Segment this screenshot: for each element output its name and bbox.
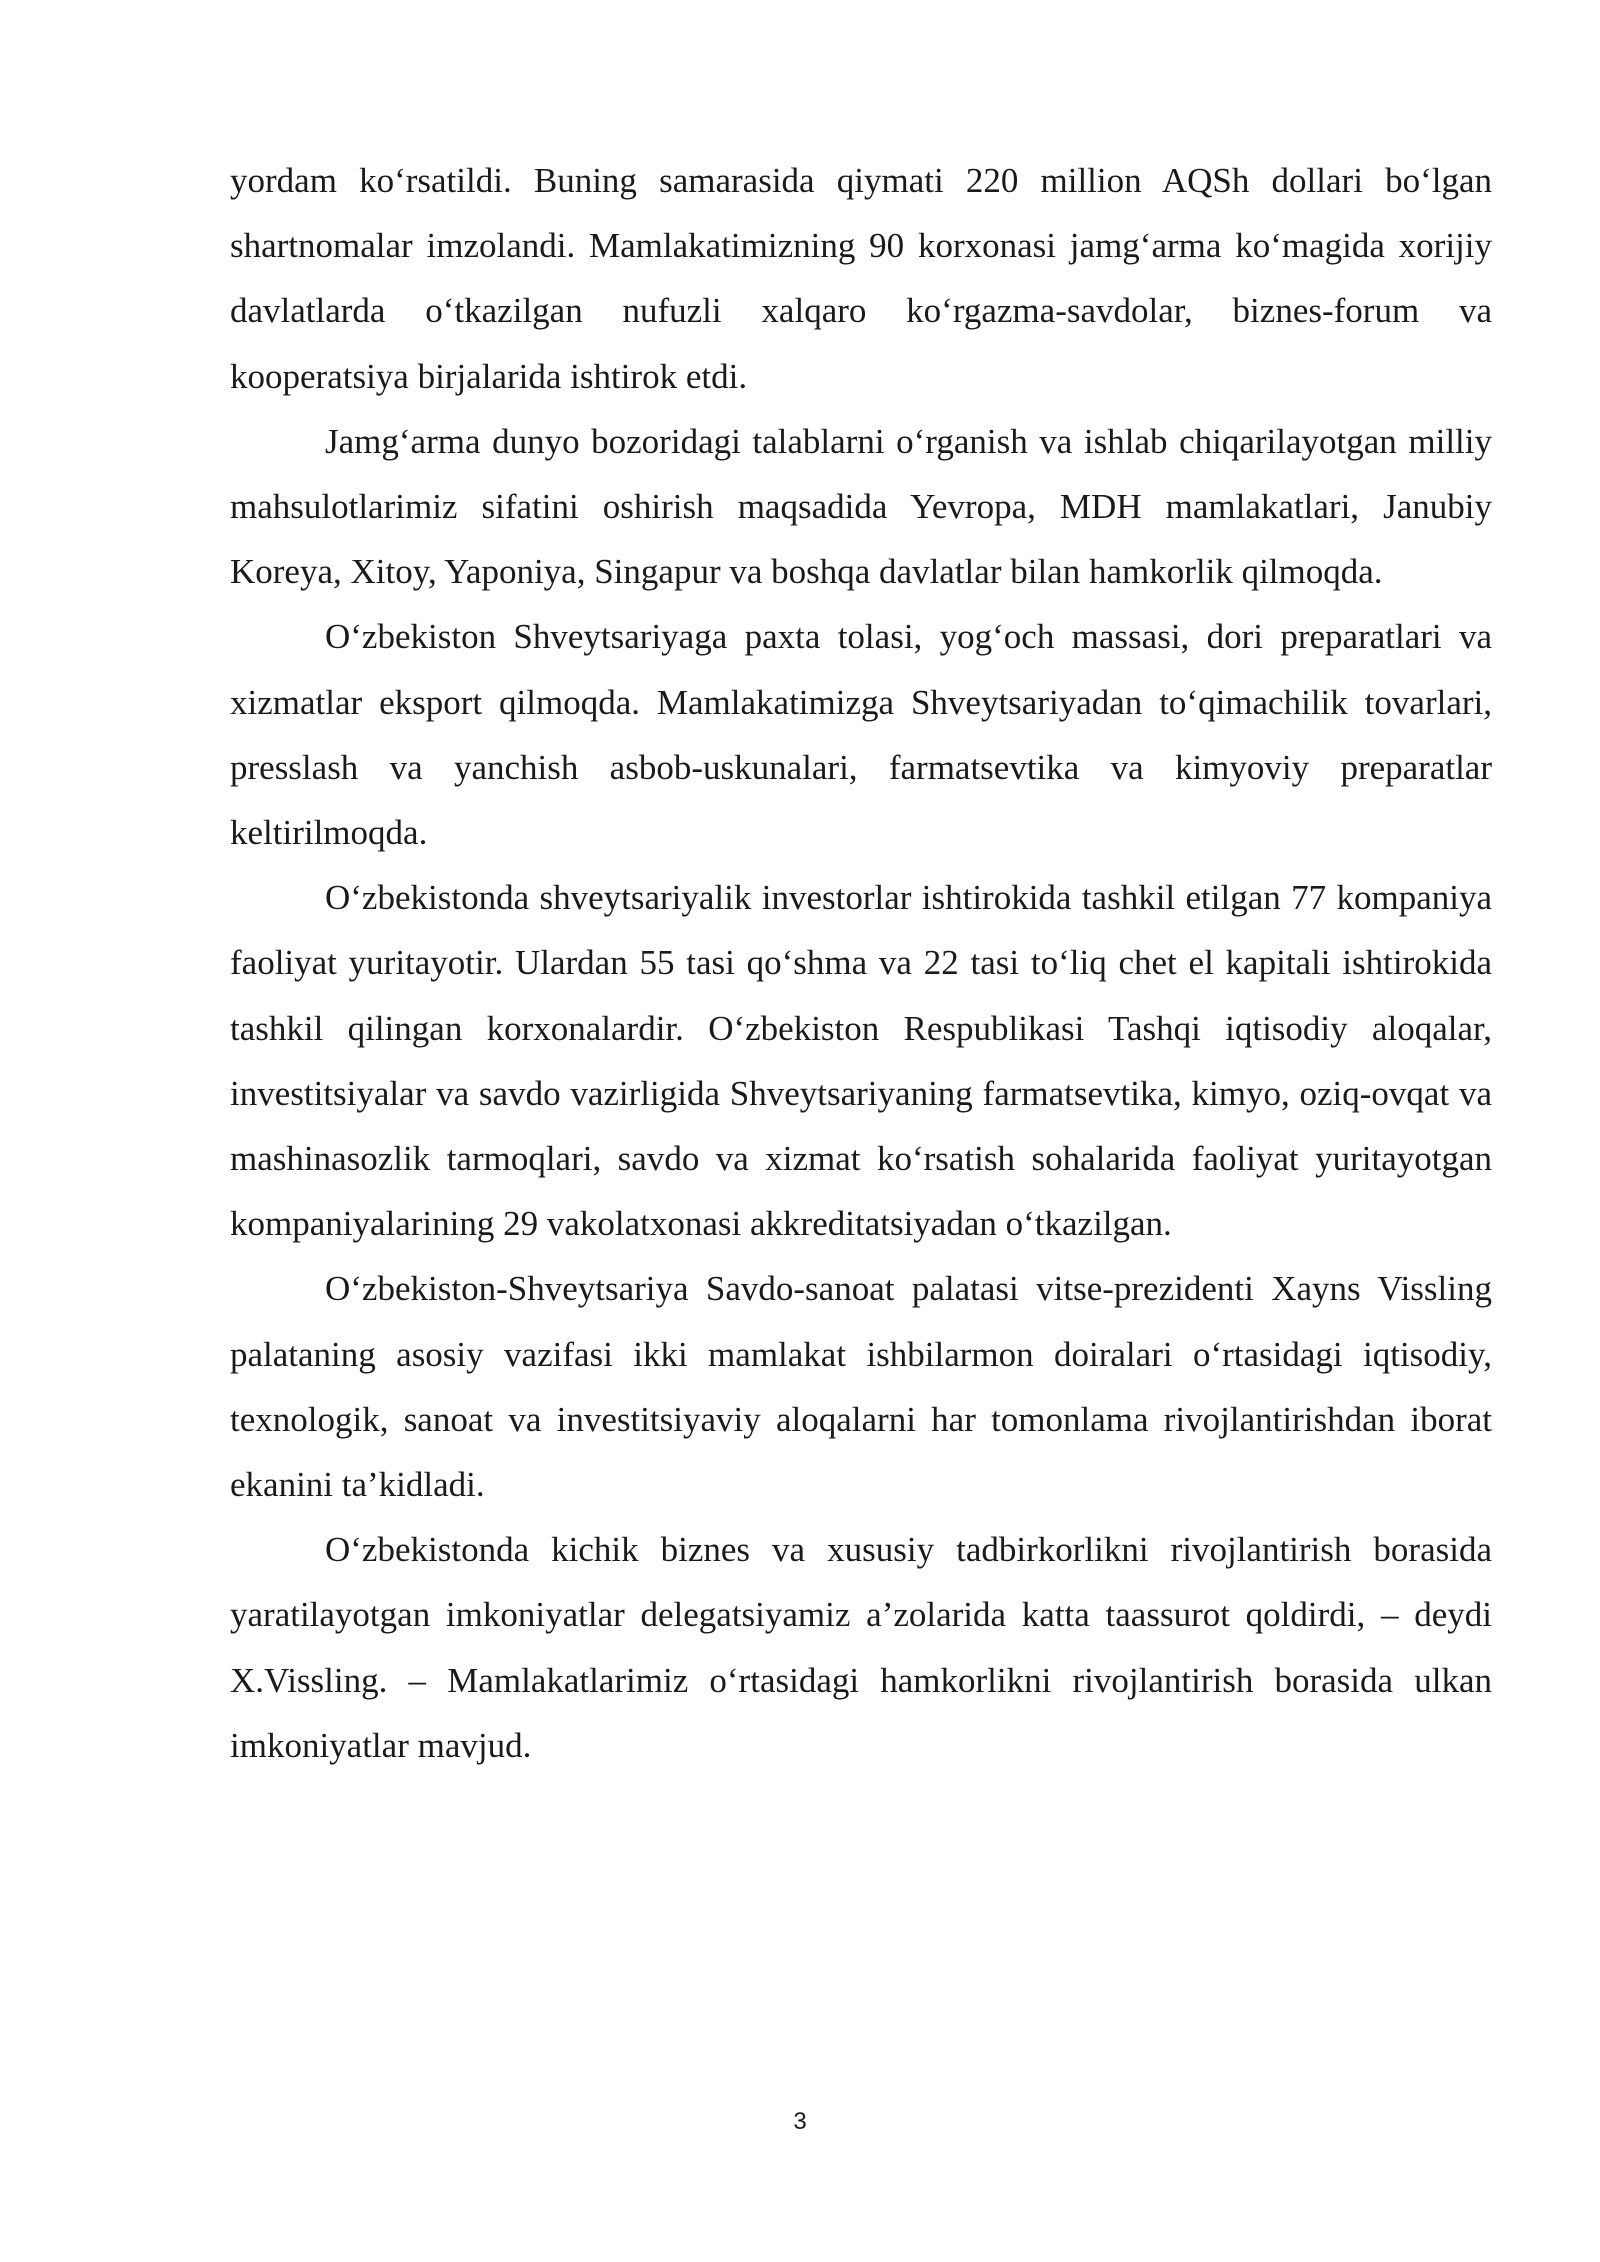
paragraph-chamber-vice-president: O‘zbekiston-Shveytsariya Savdo-sanoat palatasi vitse-prezidenti Xayns Vissling palataning asosiy vazifasi ikki mamlakat ishbilarmon doiralari o‘rtasidagi iqtisodiy, texnologik, sanoat va investitsiyaviy aloqalarni har tomonlama rivojlantirishdan iborat ekanini ta’kidladi. <box>230 1269 1492 1505</box>
page-number: 3 <box>793 2108 807 2135</box>
paragraph-continuation: yordam ko‘rsatildi. Buning samarasida qiymati 220 million AQSh dollari bo‘lgan shartnomalar imzolandi. Mamlakatimizning 90 korxonasi jamg‘arma ko‘magida xorijiy davlatlarda o‘tkazilgan nufuzli xalqaro ko‘rgazma-savdolar, biznes-forum va kooperatsiya birjalarida ishtirok etdi. <box>230 161 1492 396</box>
paragraph-quote: O‘zbekistonda kichik biznes va xususiy tadbirkorlikni rivojlantirish borasida yaratilayotgan imkoniyatlar delegatsiyamiz a’zolarida katta taassurot qoldirdi, – deydi X.Vissling. – Mamlakatlarimiz o‘rtasidagi hamkorlikni rivojlantirish borasida ulkan imkoniyatlar mavjud. <box>230 1530 1492 1765</box>
paragraph-swiss-companies: O‘zbekistonda shveytsariyalik investorlar ishtirokida tashkil etilgan 77 kompaniya faoliyat yuritayotir. Ulardan 55 tasi qo‘shma va 22 tasi to‘liq chet el kapitali ishtirokida tashkil qilingan korxonalardir. O‘zbekiston Respublikasi Tashqi iqtisodiy aloqalar, investitsiyalar va savdo vazirligida Shveytsariyaning farmatsevtika, kimyo, oziq-ovqat va mashinasozlik tarmoqlari, savdo va xizmat ko‘rsatish sohalarida faoliyat yuritayotgan kompaniyalarining 29 vakolatxonasi akkreditatsiyadan o‘tkazilgan. <box>230 878 1492 1244</box>
paragraph-fund-cooperation: Jamg‘arma dunyo bozoridagi talablarni o‘rganish va ishlab chiqarilayotgan milliy mahsulotlarimiz sifatini oshirish maqsadida Yevropa, MDH mamlakatlari, Janubiy Koreya, Xitoy, Yaponiya, Singapur va boshqa davlatlar bilan hamkorlik qilmoqda. <box>230 421 1492 592</box>
document-body <box>230 148 1492 1778</box>
paragraph-exports: O‘zbekiston Shveytsariyaga paxta tolasi, yog‘och massasi, dori preparatlari va xizmatlar eksport qilmoqda. Mamlakatimizga Shveytsariyadan to‘qimachilik tovarlari, presslash va yanchish asbob-uskunalari, farmatsevtika va kimyoviy preparatlar keltirilmoqda. <box>230 617 1492 853</box>
